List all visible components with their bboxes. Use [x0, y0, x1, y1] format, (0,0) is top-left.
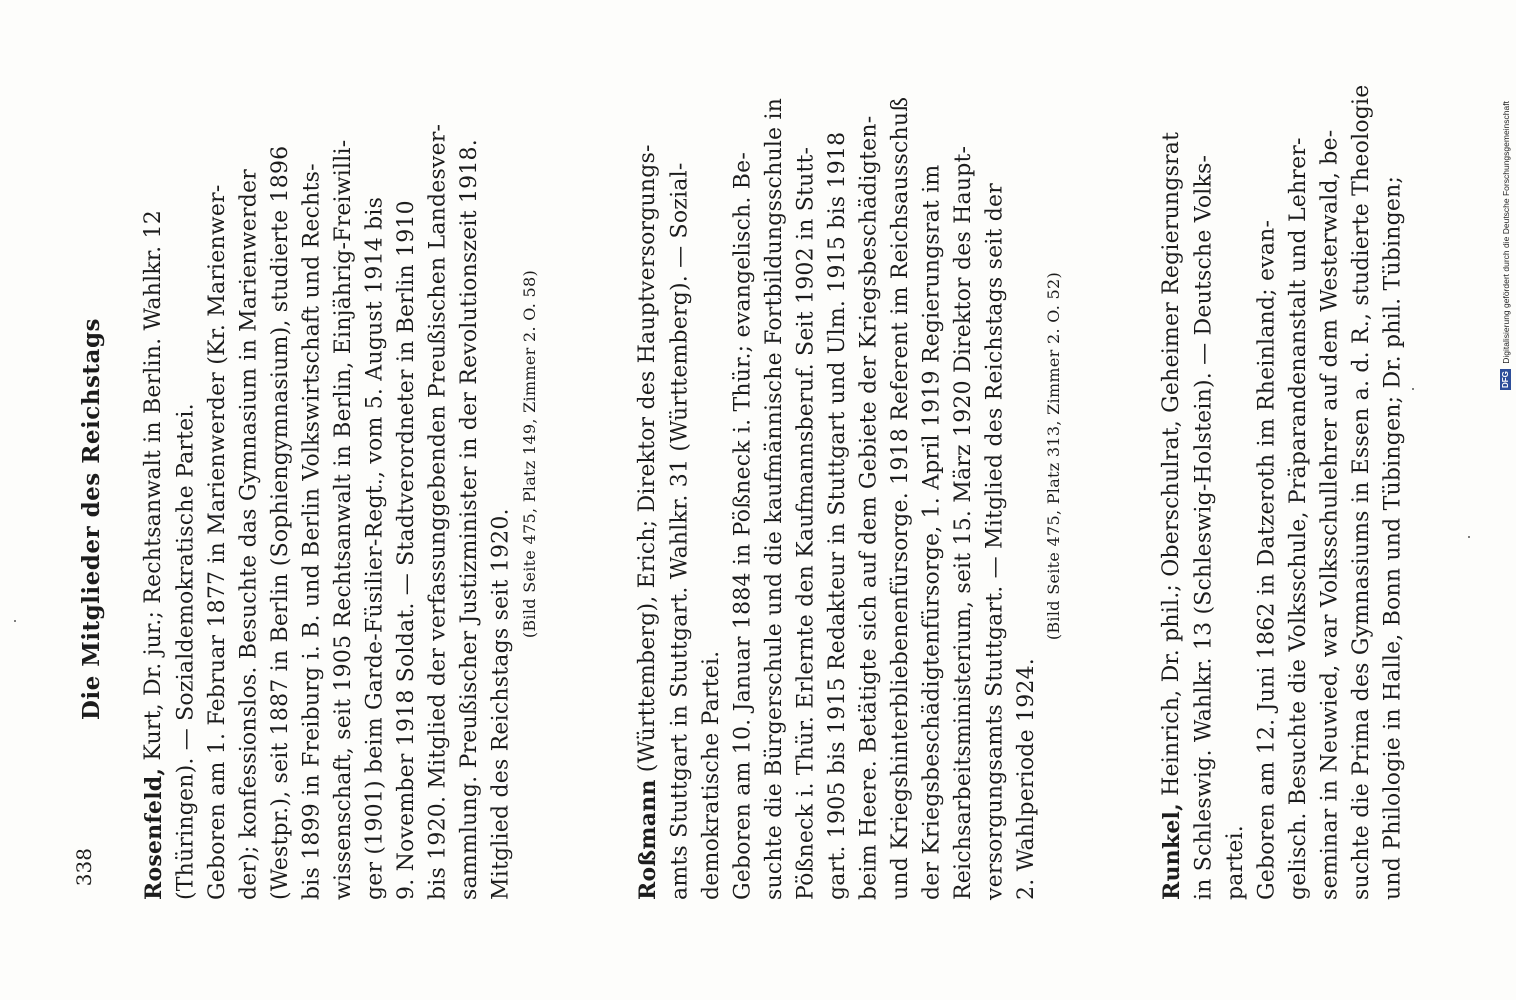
entry-caption: (Bild Seite 475, Platz 313, Zimmer 2. O. 52)	[1044, 272, 1063, 641]
text-line: 9. November 1918 Soldat. — Stadtverordneter in Berlin 1910	[394, 200, 419, 900]
entry-caption: (Bild Seite 475, Platz 149, Zimmer 2. O. 58)	[520, 270, 539, 639]
running-head: Die Mitglieder des Reichstags	[78, 318, 105, 721]
scan-speck	[1412, 388, 1414, 390]
entry-text	[1156, 84, 1409, 900]
text-line: suchte die Bürgerschule und die kaufmännische Fortbildungsschule in	[762, 97, 787, 900]
text-line: ger (1901) beim Garde-Füsilier-Regt., vom 5. August 1914 bis	[362, 196, 388, 900]
text-line: und Kriegshinterbliebenenfürsorge. 1918 Referent im Reichsausschuß	[888, 96, 913, 900]
scan-speck	[14, 620, 16, 622]
dfg-logo: DFG	[1501, 371, 1510, 388]
text-line: Roßmann (Württemberg), Erich; Direktor des Hauptversorgungs-	[635, 144, 661, 900]
text-line: bis 1899 in Freiburg i. B. und Berlin Volkswirtschaft und Rechts-	[299, 163, 325, 900]
digitisation-note-text: Digitalisierung gefördert durch die Deutsche Forschungsgemeinschaft	[1501, 101, 1511, 364]
digitisation-note	[1500, 10, 1511, 390]
text-line: Geboren am 12. Juni 1862 in Datzeroth im Rheinland; evan-	[1254, 219, 1280, 900]
text-line: Geboren am 10. Januar 1884 in Pößneck i. Thür.; evangelisch. Be-	[730, 152, 756, 900]
text-line: gart. 1905 bis 1915 Redakteur in Stuttgart und Ulm. 1915 bis 1918	[825, 131, 850, 900]
text-line: partei.	[1223, 824, 1248, 900]
text-line: Pößneck i. Thür. Erlernte den Kaufmannsberuf. Seit 1902 in Stutt-	[793, 146, 819, 900]
text-line: Runkel, Heinrich, Dr. phil.; Oberschulrat, Geheimer Regierungsrat	[1159, 131, 1185, 900]
text-line: 2. Wahlperiode 1924.	[1014, 658, 1039, 900]
text-line: in Schleswig. Wahlkr. 13 (Schleswig-Holstein). — Deutsche Volks-	[1191, 154, 1217, 900]
text-line: und Philologie in Halle, Bonn und Tübingen; Dr. phil. Tübingen;	[1380, 175, 1406, 900]
text-line: beim Heere. Betätigte sich auf dem Gebiete der Kriegsbeschädigten-	[856, 115, 882, 900]
text-line: der Kriegsbeschädigtenfürsorge, 1. April 1919 Regierungsrat im	[919, 164, 945, 900]
scan-speck	[1468, 536, 1470, 538]
text-line: der); konfessionslos. Besuchte das Gymnasium in Marienwerder	[236, 169, 262, 900]
text-line: (Thüringen). — Sozialdemokratische Partei.	[173, 403, 199, 900]
text-line: demokratische Partei.	[699, 650, 724, 900]
text-line: (Westpr.), seit 1887 in Berlin (Sophiengymnasium), studierte 1896	[268, 145, 293, 900]
text-line: sammlung. Preußischer Justizminister in der Revolutionszeit 1918.	[457, 139, 482, 900]
text-line: amts Stuttgart in Stuttgart. Wahlkr. 31 (Württemberg). — Sozial-	[667, 162, 693, 900]
text-line: Rosenfeld, Kurt, Dr. jur.; Rechtsanwalt in Berlin. Wahlkr. 12	[141, 210, 167, 900]
text-line: Mitglied des Reichstags seit 1920.	[488, 508, 514, 900]
text-line: Geboren am 1. Februar 1877 in Marienwerder (Kr. Marienwer-	[205, 184, 230, 900]
entry-text	[138, 64, 517, 900]
text-line: wissenschaft, seit 1905 Rechtsanwalt in Berlin, Einjährig-Freiwilli-	[331, 139, 356, 900]
text-line: gelisch. Besuchte die Volksschule, Präparandenanstalt und Lehrer-	[1286, 137, 1311, 900]
text-line: versorgungsamts Stuttgart. — Mitglied des Reichstags seit der	[982, 183, 1008, 900]
text-line: seminar in Neuwied, war Volksschullehrer auf dem Westerwald, be-	[1317, 129, 1343, 900]
page-number: 338	[72, 848, 96, 887]
text-line: suchte die Prima des Gymnasiums in Essen a. d. R., studierte Theologie	[1349, 84, 1374, 900]
text-line: bis 1920. Mitglied der verfassunggebenden Preußischen Landesver-	[425, 123, 451, 900]
text-line: Reichsarbeitsministerium, seit 15. März 1920 Direktor des Haupt-	[951, 145, 976, 900]
entry-text	[632, 94, 1043, 900]
